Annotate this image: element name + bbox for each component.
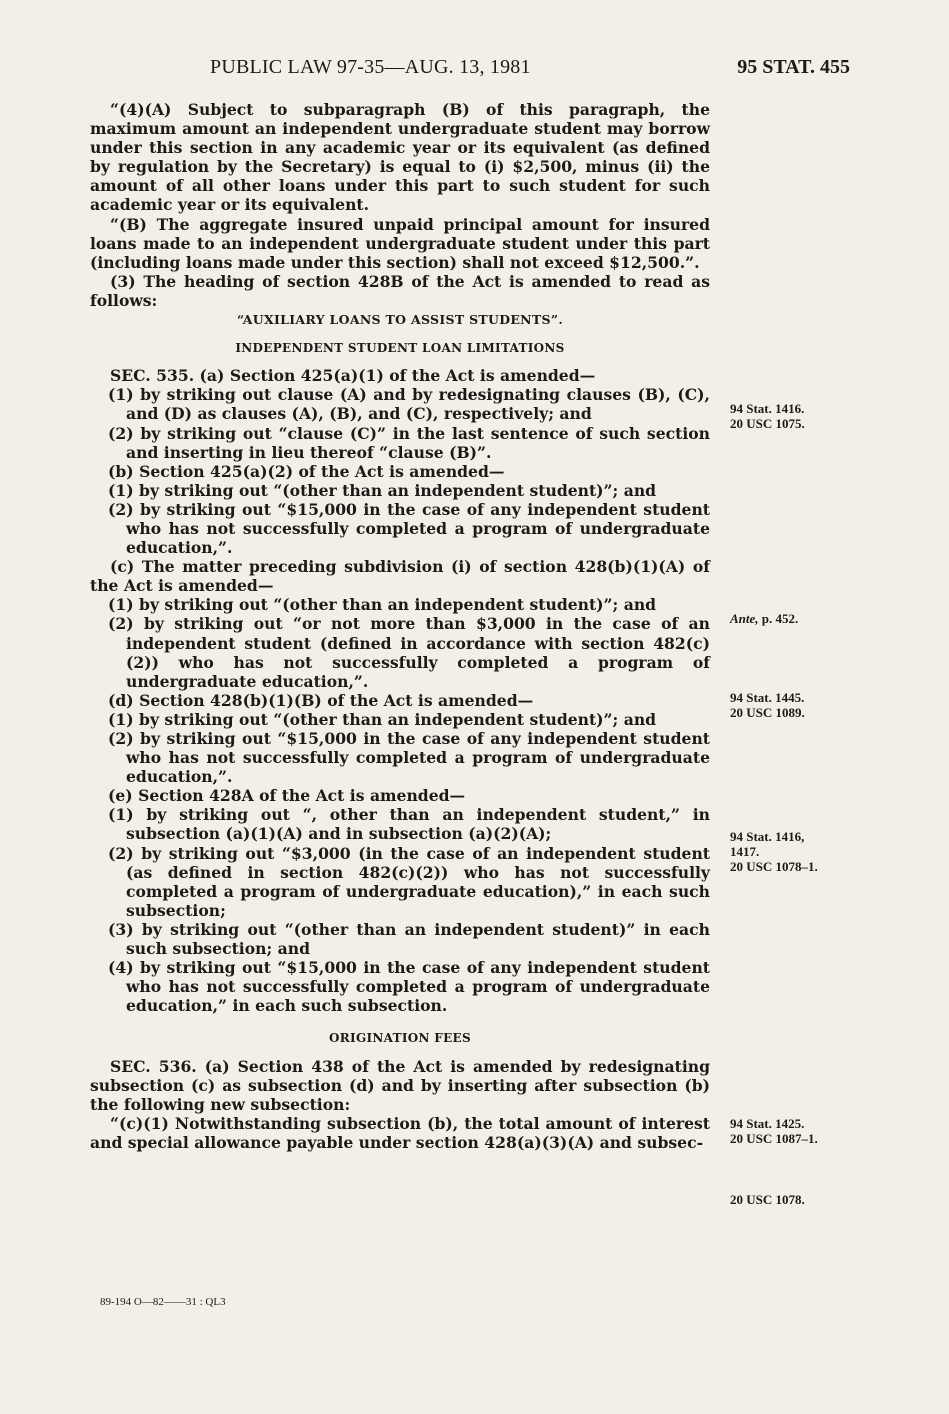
margin-note-line: 20 USC 1078. <box>730 1192 805 1207</box>
sec-535-b: (b) Section 425(a)(2) of the Act is amended— <box>108 461 505 481</box>
sec-535-e-4: (4) by striking out “$15,000 in the case of any independent student who has not successfully completed a program of undergraduate education,” in each such subsection. <box>108 958 710 1016</box>
header-title: PUBLIC LAW 97-35—AUG. 13, 1981 <box>210 56 531 78</box>
sec-535-c-1: (1) by striking out “(other than an independent student)”; and <box>108 595 657 615</box>
margin-note-line: p. 452. <box>758 611 799 626</box>
margin-note-line: 94 Stat. 1425. <box>730 1116 805 1131</box>
sec-535-d: (d) Section 428(b)(1)(B) of the Act is amended— <box>108 690 534 710</box>
body-text <box>90 100 710 1152</box>
sec-535-d-2: (2) by striking out “$15,000 in the case of any independent student who has not successfully completed a program of undergraduate education,”. <box>108 729 710 787</box>
margin-note-line: 20 USC 1087–1. <box>730 1131 818 1146</box>
sec-535-a-1: (1) by striking out clause (A) and by redesignating clauses (B), (C), and (D) as clauses (A), (B), and (C), respectively; and <box>108 385 710 424</box>
sec-535-e-3: (3) by striking out “(other than an independent student)” in each such subsection; and <box>108 919 710 959</box>
margin-note-6 <box>730 1192 805 1207</box>
sec-535-a-2: (2) by striking out “clause (C)” in the last sentence of such section and inserting in lieu thereof “clause (B)”. <box>108 423 710 462</box>
sec-535-e: (e) Section 428A of the Act is amended— <box>108 786 466 806</box>
new-heading-text: “AUXILIARY LOANS TO ASSIST STUDENTS”. <box>237 312 563 328</box>
sec-535-a: SEC. 535. (a) Section 425(a)(1) of the Act is amended— <box>110 366 596 386</box>
paragraph-4a: “(4)(A) Subject to subparagraph (B) of this paragraph, the maximum amount an independent undergraduate student may borrow under this section in any academic year or its equivalent (as defined by regulation by the Secretary) is equal to (i) $2,500, minus (ii) the amount of all other loans under this part to such student for such academic year or its equivalent. <box>90 100 710 215</box>
section-heading-independent-student-loan-limitations: INDEPENDENT STUDENT LOAN LIMITATIONS <box>235 341 565 356</box>
margin-note-line: 1417. <box>730 844 760 859</box>
margin-note-4 <box>730 829 818 874</box>
paragraph-3: (3) The heading of section 428B of the Act is amended to read as follows: <box>90 271 710 310</box>
sec-535-c-2: (2) by striking out “or not more than $3,000 in the case of an independent student (defined in accordance with section 482(c)(2)) who has not successfully completed a program of undergraduate education,”. <box>108 614 710 691</box>
sec-535-c: (c) The matter preceding subdivision (i) of section 428(b)(1)(A) of the Act is amended— <box>90 557 710 596</box>
margin-note-5 <box>730 1116 818 1146</box>
margin-note-line: 94 Stat. 1416, <box>730 829 805 844</box>
margin-note-line: 94 Stat. 1416. <box>730 401 805 416</box>
header-stat-citation: 95 STAT. 455 <box>737 56 850 78</box>
margin-note-line: 20 USC 1078–1. <box>730 859 818 874</box>
print-code-footer: 89-194 O—82——31 : QL3 <box>100 1296 226 1308</box>
margin-note-2 <box>730 611 798 626</box>
margin-note-3 <box>730 690 805 720</box>
margin-note-line: 94 Stat. 1445. <box>730 690 805 705</box>
margin-note-1 <box>730 401 805 431</box>
sec-536-a: SEC. 536. (a) Section 438 of the Act is amended by redesignating subsection (c) as subsection (d) and by inserting after subsection (b) the following new subsection: <box>90 1056 710 1114</box>
paragraph-4b: “(B) The aggregate insured unpaid principal amount for insured loans made to an independent undergraduate student under this part (including loans made under this section) shall not exceed $12,500.”. <box>90 214 710 272</box>
margin-note-line: 20 USC 1089. <box>730 705 805 720</box>
sec-535-e-2: (2) by striking out “$3,000 (in the case of an independent student (as defined in section 482(c)(2)) who has not successfully completed a program of undergraduate education),” in each such subsection; <box>108 843 710 920</box>
sec-536-c-1: “(c)(1) Notwithstanding subsection (b), the total amount of interest and special allowance payable under section 428(a)(3)(A) and subsec- <box>90 1113 710 1152</box>
page-header <box>90 56 850 86</box>
sec-535-e-1: (1) by striking out “, other than an independent student,” in subsection (a)(1)(A) and in subsection (a)(2)(A); <box>108 805 710 844</box>
section-heading-origination-fees: ORIGINATION FEES <box>329 1031 471 1046</box>
sec-535-b-1: (1) by striking out “(other than an independent student)”; and <box>108 480 657 500</box>
margin-note-italic: Ante, <box>730 611 759 626</box>
sec-535-d-1: (1) by striking out “(other than an independent student)”; and <box>108 709 657 729</box>
sec-535-b-2: (2) by striking out “$15,000 in the case of any independent student who has not successfully completed a program of undergraduate education,”. <box>108 499 710 558</box>
margin-note-line: 20 USC 1075. <box>730 416 805 431</box>
